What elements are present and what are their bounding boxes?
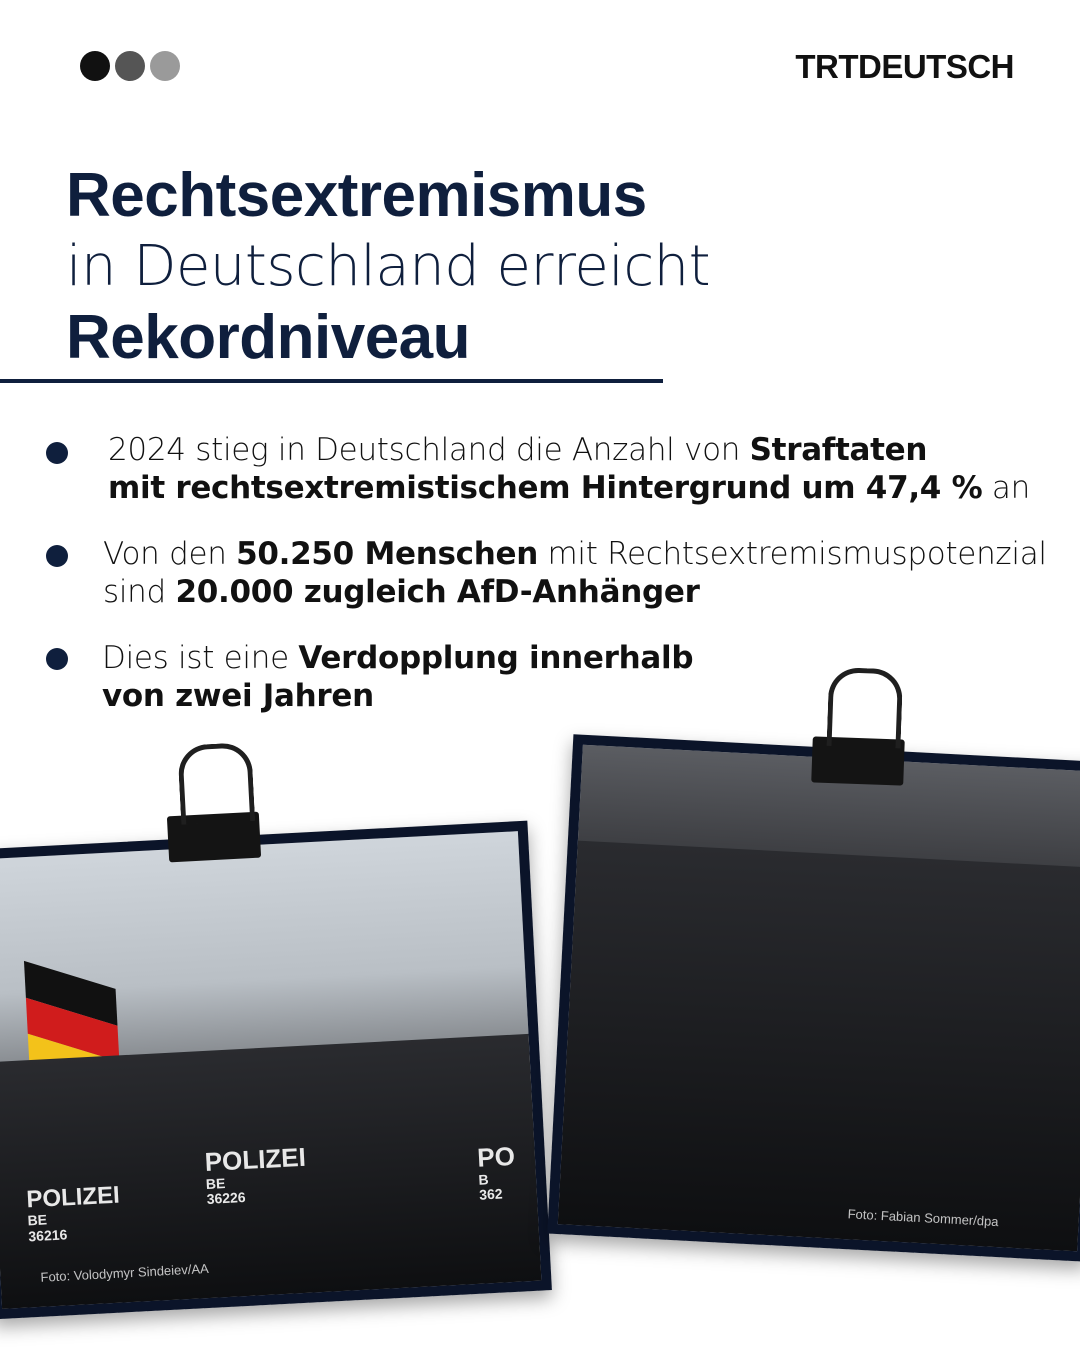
binder-clip-icon	[167, 812, 261, 863]
headline-underline	[0, 379, 663, 383]
bullet-2-text: Von den 50.250 Menschen mit Rechtsextremismuspotenzial sind 20.000 zugleich AfD-Anhänger	[103, 536, 1047, 610]
logo-deutsch: DEUTSCH	[857, 48, 1014, 85]
bullet-dot-3	[46, 648, 68, 670]
logo-trt: TRT	[795, 48, 858, 85]
trt-deutsch-logo	[795, 48, 1014, 86]
bullet-dot-2	[46, 545, 68, 567]
dot-2	[115, 51, 145, 81]
photo-extremist-march	[547, 734, 1080, 1262]
police-vest-label-3: PO B 362	[476, 1140, 516, 1203]
headline-line-1: Rechtsextremismus	[66, 161, 647, 230]
photo-police-demonstration	[0, 821, 552, 1320]
police-vest-label-2: POLIZEI BE 36226	[203, 1141, 307, 1207]
bullet-dot-1	[46, 442, 68, 464]
photo-left-caption: Foto: Volodymyr Sindeiev/AA	[40, 1260, 210, 1285]
binder-clip-icon	[811, 736, 905, 785]
bullet-3-text: Dies ist eine Verdopplung innerhalb von zwei Jahren	[102, 640, 694, 714]
crowd-shape-right	[558, 841, 1080, 1252]
dot-3	[150, 51, 180, 81]
headline-line-3: Rekordniveau	[66, 303, 471, 372]
pagination-dots	[80, 51, 180, 81]
police-vest-label-1: POLIZEI BE 36216	[25, 1181, 121, 1245]
headline-line-2: in Deutschland erreicht	[66, 234, 711, 299]
headline	[66, 160, 710, 373]
bullet-1-text: 2024 stieg in Deutschland die Anzahl von Straftaten mit rechtsextremistischem Hintergrund um 47,4 % an	[108, 432, 1030, 506]
photo-right-caption: Foto: Fabian Sommer/dpa	[847, 1206, 999, 1230]
dot-1	[80, 51, 110, 81]
